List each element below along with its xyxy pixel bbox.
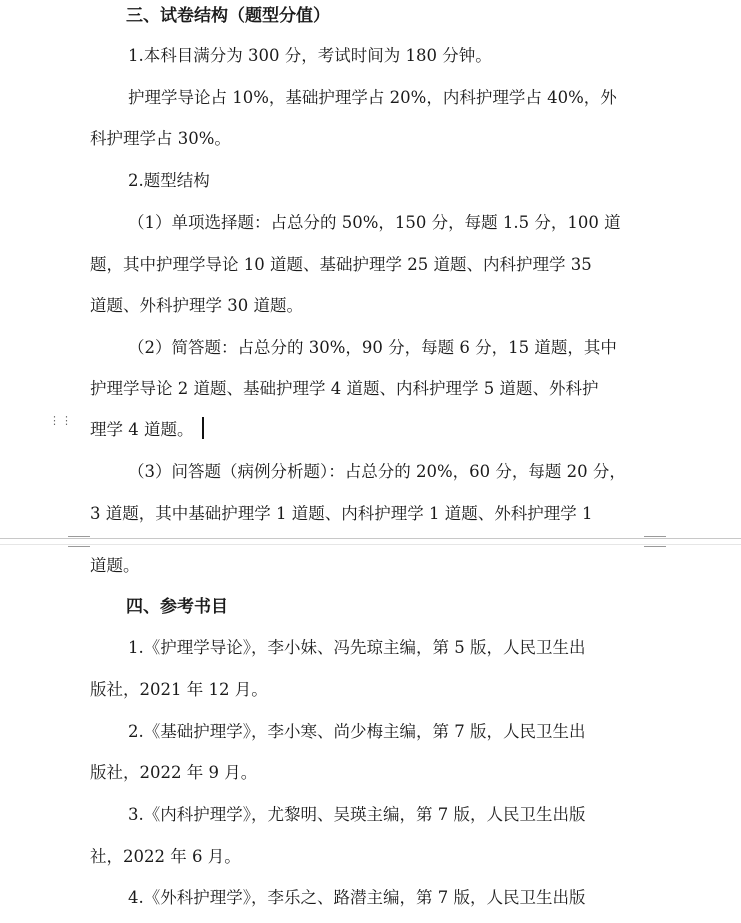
paragraph-line: 3 道题，其中基础护理学 1 道题、内科护理学 1 道题、外科护理学 1 [90, 504, 593, 523]
section-heading: 三、试卷结构（题型分值） [126, 6, 330, 26]
page-corner-marker [644, 536, 666, 547]
paragraph-line: 2.《基础护理学》，李小寒、尚少梅主编，第 7 版，人民卫生出 [128, 722, 586, 741]
paragraph-line: 3.《内科护理学》，尤黎明、吴瑛主编，第 7 版，人民卫生出版 [128, 805, 586, 824]
page-break [0, 536, 741, 548]
paragraph-line: 科护理学占 30%。 [90, 129, 231, 148]
paragraph-line: 1.本科目满分为 300 分，考试时间为 180 分钟。 [128, 46, 492, 65]
text-cursor [202, 417, 204, 439]
drag-handle-icon[interactable]: ⋮⋮ [49, 414, 73, 427]
paragraph-line: 道题。 [90, 556, 140, 575]
paragraph-line: 4.《外科护理学》，李乐之、路潜主编，第 7 版，人民卫生出版 [128, 888, 586, 907]
paragraph-line: 理学 4 道题。 [90, 420, 194, 439]
page-corner-marker [68, 536, 90, 547]
page-break-rule [0, 538, 741, 539]
paragraph-line: 护理学导论 2 道题、基础护理学 4 道题、内科护理学 5 道题、外科护 [90, 379, 599, 398]
paragraph-line: 道题、外科护理学 30 道题。 [90, 296, 303, 315]
page-break-rule [0, 544, 741, 545]
paragraph-line: （1）单项选择题：占总分的 50%，150 分，每题 1.5 分，100 道 [128, 213, 621, 232]
paragraph-line: 社，2022 年 6 月。 [90, 847, 241, 866]
paragraph-line: 护理学导论占 10%，基础护理学占 20%，内科护理学占 40%，外 [128, 88, 617, 107]
paragraph-line: 1.《护理学导论》，李小妹、冯先琼主编，第 5 版，人民卫生出 [128, 638, 586, 657]
paragraph-line: （2）简答题：占总分的 30%，90 分，每题 6 分，15 道题，其中 [128, 338, 617, 357]
section-heading: 四、参考书目 [126, 597, 228, 617]
paragraph-line: 版社，2021 年 12 月。 [90, 680, 268, 699]
paragraph-line: （3）问答题（病例分析题）：占总分的 20%，60 分，每题 20 分， [128, 462, 626, 481]
paragraph-line: 题，其中护理学导论 10 道题、基础护理学 25 道题、内科护理学 35 [90, 255, 592, 274]
paragraph-line: 2.题型结构 [128, 171, 210, 190]
paragraph-line: 版社，2022 年 9 月。 [90, 763, 258, 782]
